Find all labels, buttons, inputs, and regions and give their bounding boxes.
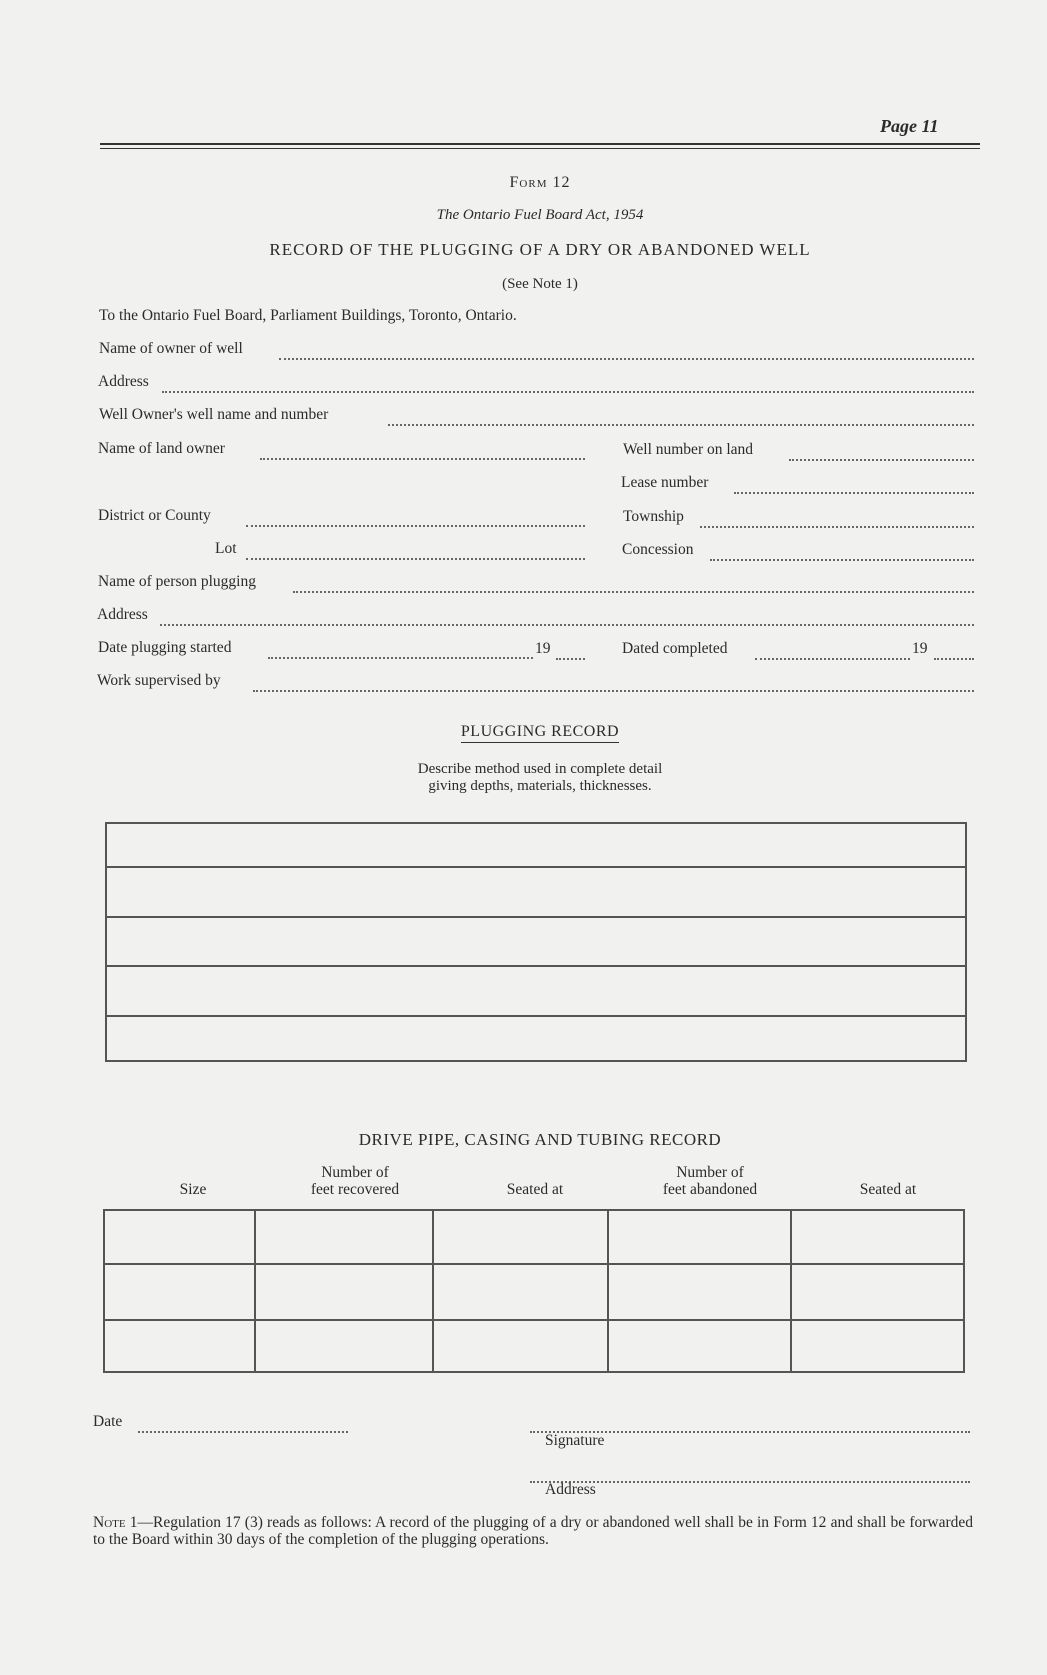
col-seated-at-2-line2: Seated at: [859, 1181, 917, 1198]
page-number: Page 11: [880, 116, 939, 136]
col-feet-abandoned: [640, 1164, 780, 1198]
note-prefix: Note 1: [93, 1514, 138, 1531]
township-label: Township: [623, 508, 684, 525]
col-seated-at-1: [480, 1164, 590, 1198]
plugging-row-divider: [107, 916, 965, 918]
land-owner-field[interactable]: [260, 457, 585, 460]
casing-col-divider: [790, 1211, 792, 1371]
casing-col-divider: [254, 1211, 256, 1371]
casing-record-table[interactable]: [103, 1209, 965, 1373]
col-seated-at-2-line1: [833, 1164, 943, 1181]
col-feet-recovered-line2: feet recovered: [310, 1181, 400, 1198]
date-completed-year-field[interactable]: [934, 657, 974, 660]
concession-field[interactable]: [710, 558, 974, 561]
plugging-row-divider: [107, 866, 965, 868]
township-field[interactable]: [700, 525, 974, 528]
lot-field[interactable]: [246, 557, 585, 560]
instructions-line-2: giving depths, materials, thicknesses.: [428, 778, 652, 794]
form-title: RECORD OF THE PLUGGING OF A DRY OR ABANDONED WELL: [269, 240, 811, 259]
address-label: Address: [98, 373, 149, 390]
casing-col-divider: [607, 1211, 609, 1371]
signature-label: Signature: [545, 1432, 605, 1449]
plugging-row-divider: [107, 965, 965, 967]
act-title: The Ontario Fuel Board Act, 1954: [436, 207, 644, 223]
col-size-line1: [158, 1164, 228, 1181]
land-owner-label: Name of land owner: [98, 440, 225, 457]
well-number-field[interactable]: [789, 458, 974, 461]
lease-number-label: Lease number: [621, 474, 709, 491]
addressee: To the Ontario Fuel Board, Parliament Buildings, Toronto, Ontario.: [99, 307, 517, 324]
col-feet-recovered-line1: Number of: [321, 1164, 389, 1181]
col-feet-abandoned-line1: Number of: [676, 1164, 744, 1181]
address2-field[interactable]: [160, 623, 974, 626]
well-name-field[interactable]: [388, 423, 974, 426]
address-field[interactable]: [162, 390, 974, 393]
concession-label: Concession: [622, 541, 694, 558]
col-feet-recovered: [290, 1164, 420, 1198]
regulation-note: [93, 1514, 973, 1548]
col-size: [158, 1164, 228, 1198]
instructions-line-1: Describe method used in complete detail: [417, 761, 663, 777]
date-started-field[interactable]: [268, 656, 533, 659]
date-completed-field[interactable]: [755, 657, 910, 660]
plugging-record-heading-text: PLUGGING RECORD: [461, 723, 619, 743]
casing-row-divider: [105, 1263, 963, 1265]
date-field[interactable]: [138, 1430, 348, 1433]
date-started-year-field[interactable]: [556, 657, 585, 660]
supervised-field[interactable]: [253, 689, 974, 692]
supervised-label: Work supervised by: [97, 672, 221, 689]
lease-number-field[interactable]: [734, 491, 974, 494]
col-size-line2: Size: [179, 1181, 207, 1198]
casing-col-divider: [432, 1211, 434, 1371]
plugging-record-instructions: [80, 761, 1000, 795]
owner-name-label: Name of owner of well: [99, 340, 243, 357]
lot-label: Lot: [215, 540, 237, 557]
person-plugging-field[interactable]: [293, 590, 974, 593]
address2-label: Address: [97, 606, 148, 623]
signature-address-field[interactable]: [530, 1480, 970, 1483]
form-number: Form 12: [509, 174, 571, 191]
date-started-year: 19: [535, 640, 551, 657]
well-number-label: Well number on land: [623, 441, 754, 458]
well-name-label: Well Owner's well name and number: [99, 406, 329, 423]
district-field[interactable]: [246, 524, 585, 527]
casing-record-heading: DRIVE PIPE, CASING AND TUBING RECORD: [358, 1130, 722, 1149]
date-label: Date: [93, 1413, 123, 1430]
col-feet-abandoned-line2: feet abandoned: [662, 1181, 758, 1198]
plugging-record-heading: [80, 723, 1000, 741]
district-label: District or County: [98, 507, 211, 524]
see-note: (See Note 1): [502, 276, 578, 292]
col-seated-at-1-line1: [480, 1164, 590, 1181]
col-seated-at-2: [833, 1164, 943, 1198]
note-text: —Regulation 17 (3) reads as follows: A record of the plugging of a dry or abandoned well shall be in Form 12 and shall be forwarded to the Board within 30 days of the completion of the plugging operations.: [93, 1514, 974, 1548]
owner-name-field[interactable]: [279, 357, 974, 360]
header-rule-bottom: [100, 148, 980, 149]
col-seated-at-1-line2: Seated at: [506, 1181, 564, 1198]
date-started-label: Date plugging started: [98, 639, 232, 656]
signature-address-label: Address: [545, 1481, 596, 1498]
header-rule-top: [100, 143, 980, 145]
date-completed-label: Dated completed: [622, 640, 728, 657]
casing-row-divider: [105, 1319, 963, 1321]
plugging-record-table[interactable]: [105, 822, 967, 1062]
plugging-row-divider: [107, 1015, 965, 1017]
person-plugging-label: Name of person plugging: [98, 573, 256, 590]
date-completed-year: 19: [912, 640, 928, 657]
